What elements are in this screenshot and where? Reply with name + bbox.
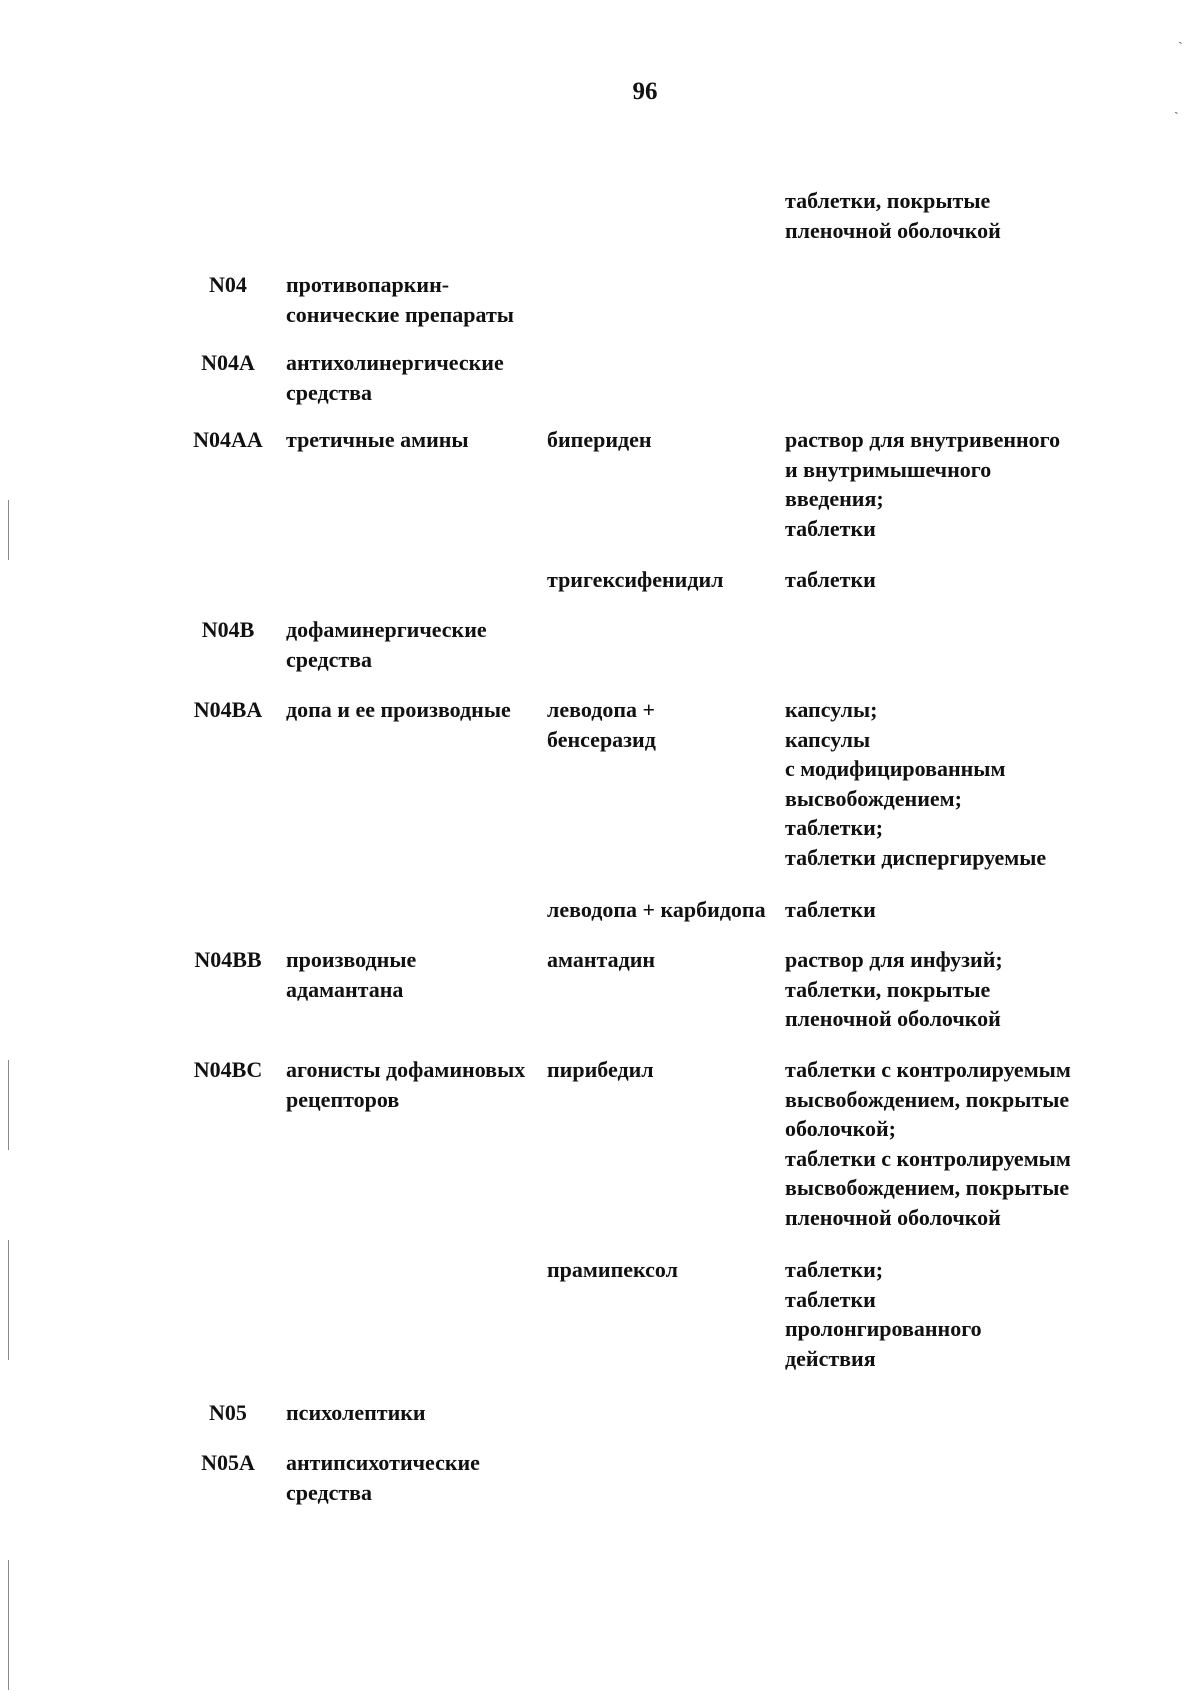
group-name: допа и ее производные: [286, 697, 511, 722]
group-name: дофаминергические средства: [286, 617, 487, 672]
scan-edge-line: [8, 1560, 9, 1690]
scan-edge-line: [8, 1060, 9, 1150]
group-name: противопаркин- сонические препараты: [286, 272, 514, 327]
drug-name: прамипексол: [547, 1257, 678, 1282]
atc-code: N04B: [201, 617, 255, 642]
drug-name: тригексифенидил: [547, 567, 724, 592]
drug-name: леводопа + карбидопа: [547, 897, 766, 922]
scan-edge-line: [8, 500, 9, 560]
dosage-form: таблетки: [785, 567, 876, 592]
dosage-form: таблетки; таблетки пролонгированного действия: [785, 1257, 982, 1371]
atc-code: N05A: [201, 1450, 255, 1475]
dosage-form: капсулы; капсулы с модифицированным высвобождением; таблетки; таблетки диспергируемые: [785, 697, 1047, 870]
continuation-dosage-form: таблетки, покрытые пленочной оболочкой: [785, 188, 1001, 243]
dosage-form: раствор для инфузий; таблетки, покрытые пленочной оболочкой: [785, 947, 1003, 1031]
atc-code: N05: [209, 1400, 247, 1425]
dosage-form: таблетки: [785, 897, 876, 922]
atc-code: N04BA: [193, 697, 263, 722]
atc-code: N04A: [201, 350, 255, 375]
scan-edge-line: [8, 1240, 9, 1360]
page-number: 96: [632, 78, 658, 105]
scan-speck: ˏ: [1174, 100, 1179, 115]
atc-code: N04AA: [193, 427, 263, 452]
group-name: третичные амины: [286, 427, 469, 452]
scan-speck: ˎ: [1178, 30, 1183, 45]
group-name: производные адамантана: [286, 947, 417, 1002]
drug-name: леводопа + бенсеразид: [547, 697, 656, 752]
dosage-form: таблетки с контролируемым высвобождением, покрытые оболочкой; таблетки с контролируемым высвобождением, покрытые пленочной оболочкой: [785, 1057, 1071, 1230]
atc-code: N04: [209, 272, 247, 297]
group-name: психолептики: [286, 1400, 426, 1425]
group-name: антипсихотические средства: [286, 1450, 480, 1505]
drug-name: пирибедил: [547, 1057, 654, 1082]
atc-code: N04BB: [194, 947, 262, 972]
dosage-form: раствор для внутривенного и внутримышечного введения; таблетки: [785, 427, 1061, 541]
group-name: агонисты дофаминовых рецепторов: [286, 1057, 526, 1112]
atc-code: N04BC: [193, 1057, 263, 1082]
drug-name: амантадин: [547, 947, 656, 972]
drug-name: бипериден: [547, 427, 652, 452]
group-name: антихолинергические средства: [286, 350, 504, 405]
